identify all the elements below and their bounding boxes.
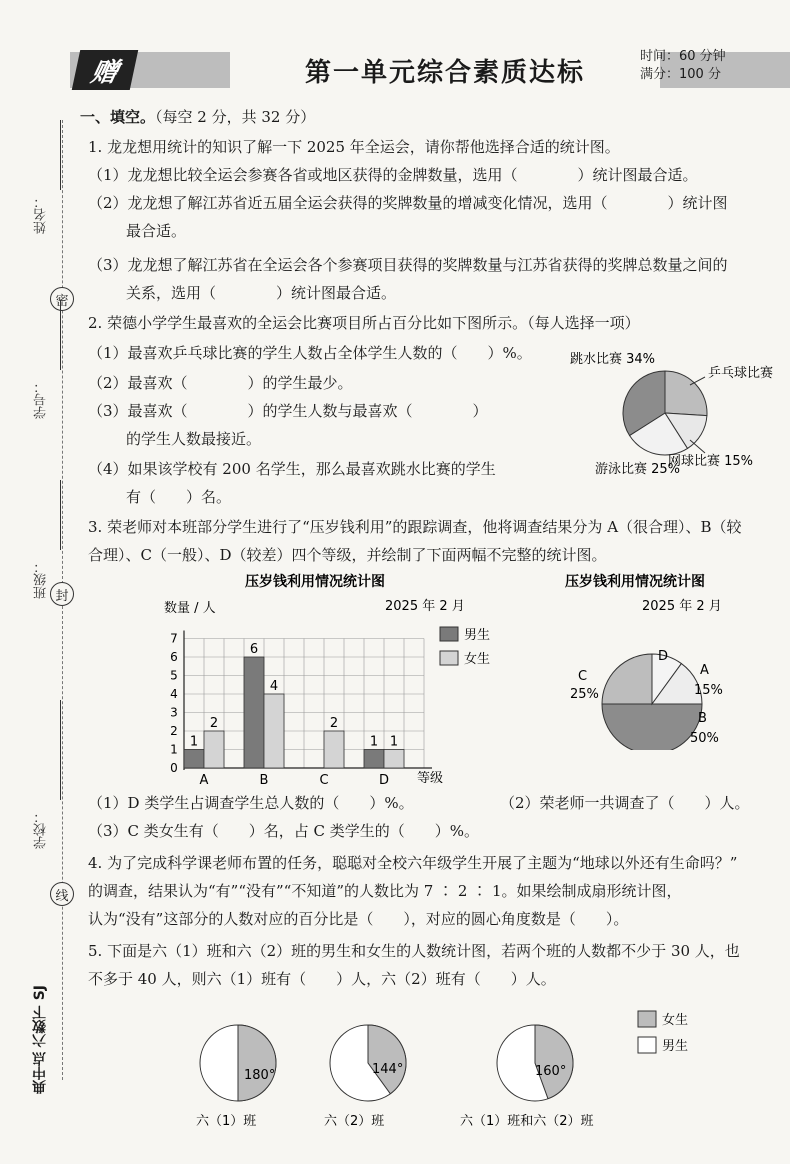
bar-C-女生 <box>324 731 344 768</box>
q3-pie-slices <box>602 654 702 750</box>
pie2-angle: 144° <box>372 1062 404 1077</box>
category-label-B: B <box>259 773 269 788</box>
legend-girl-swatch <box>440 651 458 665</box>
legend-boy-swatch <box>440 627 458 641</box>
bar-D-女生 <box>384 750 404 769</box>
q4-line-c: 认为“没有”这部分的人数对应的百分比是（ ），对应的圆心角度数是（ ）。 <box>88 910 629 928</box>
seal-mark-xian: 线 <box>50 882 74 906</box>
pie3-slice-C <box>602 654 652 704</box>
q4-line-a: 4. 为了完成科学课老师布置的任务，聪聪对全校六年级学生开展了主题为“地球以外还有生命吗？” <box>88 854 738 872</box>
bar-chart-xlabel: 等级 <box>417 771 444 786</box>
q2-stem: 2. 荣德小学学生最喜欢的全运会比赛项目所占百分比如下图所示。（每人选择一项） <box>88 314 640 332</box>
school-underline <box>60 700 61 800</box>
bar-B-女生 <box>264 694 284 768</box>
q1-sub3b: 关系，选用（ ）统计图最合适。 <box>126 284 397 302</box>
legend-girl: 女生 <box>464 652 491 667</box>
bar-value-label: 1 <box>369 734 379 750</box>
category-label-D: D <box>378 773 390 788</box>
q4-line-b: 的调查，结果认为“有”“没有”“不知道”的人数比为 7 ∶ 2 ∶ 1。如果绘制成扇形统计图， <box>88 882 682 900</box>
pie3-slice-B <box>602 704 702 750</box>
q5-line-b: 不多于 40 人，则六（1）班有（ ）人，六（2）班有（ ）人。 <box>88 970 556 988</box>
section-note: （每空 2 分，共 32 分） <box>155 108 316 126</box>
q2-sub3b: 的学生人数最接近。 <box>126 430 262 448</box>
q2-sub3a: （3）最喜欢（ ）的学生人数与最喜欢（ ） <box>88 402 488 420</box>
bar-chart-date: 2025 年 2 月 <box>385 599 465 614</box>
pie3-label-d: D <box>658 649 669 664</box>
y-tick-label: 1 <box>170 742 178 757</box>
number-label: 学号： <box>34 380 49 419</box>
q3-stem-b: 合理）、C（一般）、D（较差）四个等级，并绘制了下面两幅不完整的统计图。 <box>88 546 607 564</box>
bar-A-男生 <box>184 750 204 769</box>
bar-series <box>184 642 404 768</box>
pie-chart-title: 压岁钱利用情况统计图 <box>565 574 705 590</box>
y-tick-label: 7 <box>170 631 178 646</box>
label-diving: 跳水比赛 34% <box>570 352 656 367</box>
class-label: 班级： <box>34 560 49 599</box>
q1-sub1: （1）龙龙想比较全运会参赛各省或地区获得的金牌数量，选用（ ）统计图最合适。 <box>88 166 698 184</box>
q1-sub2a: （2）龙龙想了解江苏省近五届全运会获得的奖牌数量的增减变化情况，选用（ ）统计图 <box>88 194 728 212</box>
header-tag: 赠 <box>72 50 139 90</box>
q1-sub2b: 最合适。 <box>126 222 187 240</box>
pie2-label: 六（2）班 <box>324 1114 385 1129</box>
name-label: 姓名： <box>34 195 49 234</box>
binding-margin <box>0 0 70 1164</box>
page-header <box>70 48 790 90</box>
pie1-label: 六（1）班 <box>196 1114 257 1129</box>
q5-legend-boy: 男生 <box>662 1039 689 1054</box>
q2-sub4b: 有（ ）名。 <box>126 488 232 506</box>
y-tick-label: 0 <box>170 761 178 775</box>
pie-chart-date: 2025 年 2 月 <box>642 599 722 614</box>
exam-score: 满分：100 分 <box>640 67 721 82</box>
y-tick-label: 6 <box>170 650 178 664</box>
y-tick-label: 5 <box>170 668 178 683</box>
label-tennis: 网球比赛 15% <box>668 454 754 469</box>
q3-sub2: （2）荣老师一共调查了（ ）人。 <box>500 794 750 812</box>
pie-slice-乒乓球比赛 <box>665 371 707 416</box>
school-label: 学校： <box>34 810 49 849</box>
q2-pie-slices <box>623 371 707 455</box>
q1-stem: 1. 龙龙想用统计的知识了解一下 2025 年全运会，请你帮他选择合适的统计图。 <box>88 138 620 156</box>
pie1-angle: 180° <box>244 1068 276 1083</box>
pie3-label-a: A <box>700 663 709 678</box>
book-label: 典中点 六数下 SJ <box>32 985 48 1095</box>
category-label-A: A <box>199 773 209 788</box>
q5-legend-girl-swatch <box>638 1011 656 1027</box>
exam-info <box>630 48 790 84</box>
bar-categories <box>200 773 389 788</box>
bar-B-男生 <box>244 657 264 768</box>
category-label-C: C <box>319 773 329 788</box>
bar-y-ticks <box>170 632 178 776</box>
q5-legend-boy-swatch <box>638 1037 656 1053</box>
class-underline <box>60 480 61 550</box>
q2-sub4a: （4）如果该学校有 200 名学生，那么最喜欢跳水比赛的学生 <box>88 460 496 478</box>
q5-pie-girl-0 <box>238 1025 276 1101</box>
pie3-label-c: C <box>578 669 588 684</box>
bar-value-label: 1 <box>189 734 199 750</box>
pie3-angle: 160° <box>535 1064 567 1079</box>
bar-value-label: 1 <box>389 734 399 750</box>
pie3-label-b-pct: 50% <box>690 731 719 746</box>
bar-D-男生 <box>364 750 384 769</box>
q1-sub3a: （3）龙龙想了解江苏省在全运会各个参赛项目获得的奖牌数量与江苏省获得的奖牌总数量之间的 <box>88 256 728 274</box>
name-underline <box>60 120 61 190</box>
pie3-label-b: B <box>698 711 707 726</box>
q2-sub1: （1）最喜欢乒乓球比赛的学生人数占全体学生人数的（ ）%。 <box>88 344 532 362</box>
bar-value-label: 6 <box>249 642 259 657</box>
y-tick-label: 3 <box>170 705 178 720</box>
q3-bar-chart <box>140 570 520 790</box>
q5-legend-girl: 女生 <box>662 1013 689 1028</box>
q2-sub2: （2）最喜欢（ ）的学生最少。 <box>88 374 353 392</box>
seal-mark-mi: 密 <box>50 287 74 311</box>
section-title: 一、填空。 <box>80 108 156 126</box>
page-title: 第一单元综合素质达标 <box>230 50 660 90</box>
q3-sub3: （3）C 类女生有（ ）名，占 C 类学生的（ ）%。 <box>88 822 480 840</box>
label-pingpong: 乒乓球比赛 <box>708 366 774 381</box>
bar-value-label: 4 <box>269 679 279 694</box>
bar-value-label: 2 <box>329 716 339 731</box>
y-tick-label: 4 <box>170 687 178 701</box>
y-tick-label: 2 <box>170 724 178 738</box>
q3-stem-a: 3. 荣老师对本班部分学生进行了“压岁钱利用”的跟踪调查，他将调查结果分为 A（很合理）、B（较 <box>88 518 742 536</box>
label-swim: 游泳比赛 25% <box>595 462 681 475</box>
number-underline <box>60 300 61 370</box>
pie3-label: 六（1）班和六（2）班 <box>460 1114 594 1129</box>
legend-boy: 男生 <box>464 628 491 643</box>
bar-A-女生 <box>204 731 224 768</box>
bar-value-label: 2 <box>209 716 219 731</box>
bar-chart-title: 压岁钱利用情况统计图 <box>245 574 385 590</box>
q3-sub1: （1）D 类学生占调查学生总人数的（ ）%。 <box>88 794 414 812</box>
section-heading <box>80 106 315 127</box>
pie3-label-c-pct: 25% <box>570 687 599 702</box>
bar-chart-ylabel: 数量 / 人 <box>164 601 216 616</box>
tennis-leader <box>690 440 705 453</box>
q3-pie-chart <box>560 570 785 750</box>
pie3-label-a-pct: 15% <box>694 683 723 698</box>
exam-time: 时间：60 分钟 <box>640 49 726 64</box>
q5-line-a: 5. 下面是六（1）班和六（2）班的男生和女生的人数统计图，若两个班的人数都不少于 30 人，也 <box>88 942 740 960</box>
seal-mark-feng: 封 <box>50 582 74 606</box>
q5-pie-charts <box>180 995 770 1155</box>
q2-pie-chart <box>560 345 790 475</box>
